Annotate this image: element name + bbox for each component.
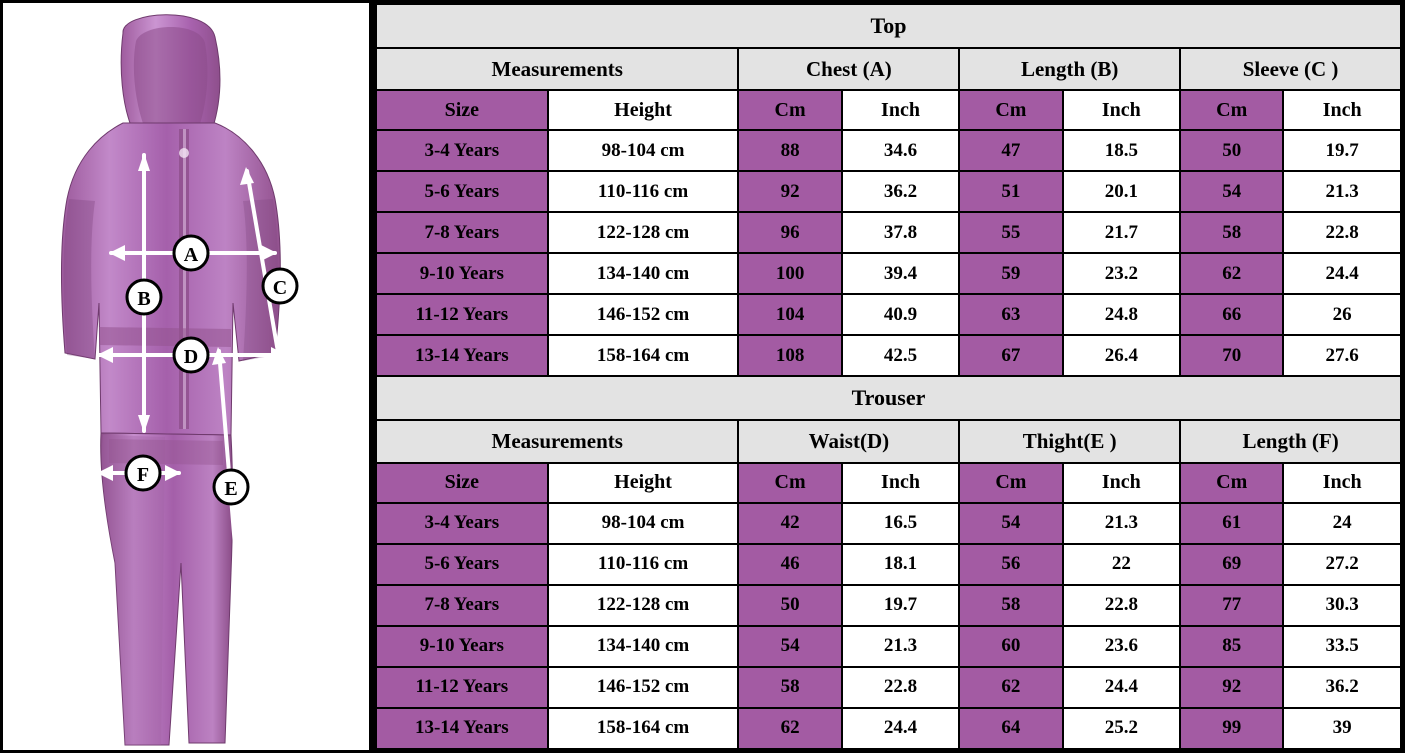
cell-waist-cm: 62 [738,708,841,749]
group-header-thigh: Thight(E ) [959,420,1180,462]
cell-thigh-inch: 21.3 [1063,503,1181,544]
cell-chest-inch: 40.9 [842,294,960,335]
cell-waist-cm: 46 [738,544,841,585]
cell-size: 5-6 Years [376,544,548,585]
group-header-row-trouser [376,420,1401,462]
cell-length-cm: 99 [1180,708,1283,749]
cell-thigh-cm: 64 [959,708,1062,749]
cell-height: 134-140 cm [548,626,739,667]
cell-height: 98-104 cm [548,503,739,544]
cell-length-cm: 61 [1180,503,1283,544]
col-header-length-inch-top: Inch [1063,90,1181,130]
cell-chest-inch: 39.4 [842,253,960,294]
svg-text:F: F [136,464,150,486]
cell-size: 13-14 Years [376,708,548,749]
col-header-waist-cm: Cm [738,463,841,503]
col-header-chest-inch: Inch [842,90,960,130]
col-header-size-top: Size [376,90,548,130]
table-row [376,253,1401,294]
cell-sleeve-cm: 66 [1180,294,1283,335]
group-header-length-top: Length (B) [959,48,1180,90]
cell-chest-cm: 88 [738,130,841,171]
cell-chest-cm: 108 [738,335,841,376]
cell-length-cm: 55 [959,212,1062,253]
cell-chest-cm: 96 [738,212,841,253]
cell-height: 146-152 cm [548,294,739,335]
table-row [376,212,1401,253]
table-row [376,503,1401,544]
cell-waist-inch: 21.3 [842,626,960,667]
svg-text:D: D [183,346,199,368]
col-header-length-cm-top: Cm [959,90,1062,130]
cell-sleeve-cm: 70 [1180,335,1283,376]
cell-size: 13-14 Years [376,335,548,376]
cell-sleeve-cm: 62 [1180,253,1283,294]
cell-chest-inch: 37.8 [842,212,960,253]
cell-length-inch: 27.2 [1283,544,1401,585]
cell-chest-cm: 100 [738,253,841,294]
table-row [376,130,1401,171]
table-row [376,171,1401,212]
cell-waist-inch: 18.1 [842,544,960,585]
cell-height: 110-116 cm [548,544,739,585]
cell-sleeve-cm: 58 [1180,212,1283,253]
col-header-size-trouser: Size [376,463,548,503]
col-header-waist-inch: Inch [842,463,960,503]
group-header-measurements-top: Measurements [376,48,738,90]
cell-chest-inch: 42.5 [842,335,960,376]
cell-size: 3-4 Years [376,130,548,171]
cell-length-cm: 67 [959,335,1062,376]
col-header-sleeve-cm: Cm [1180,90,1283,130]
cell-length-cm: 51 [959,171,1062,212]
group-header-waist: Waist(D) [738,420,959,462]
cell-thigh-inch: 22 [1063,544,1181,585]
col-header-chest-cm: Cm [738,90,841,130]
cell-sleeve-inch: 21.3 [1283,171,1401,212]
cell-length-inch: 20.1 [1063,171,1181,212]
cell-length-inch: 18.5 [1063,130,1181,171]
rainsuit-svg [3,3,369,750]
cell-length-inch: 24 [1283,503,1401,544]
cell-size: 5-6 Years [376,171,548,212]
cell-thigh-inch: 24.4 [1063,667,1181,708]
cell-sleeve-inch: 24.4 [1283,253,1401,294]
cell-waist-inch: 19.7 [842,585,960,626]
cell-height: 158-164 cm [548,335,739,376]
cell-height: 122-128 cm [548,585,739,626]
svg-text:A: A [183,244,199,266]
cell-length-inch: 26.4 [1063,335,1181,376]
cell-thigh-cm: 60 [959,626,1062,667]
section-title-trouser: Trouser [376,376,1401,420]
cell-size: 11-12 Years [376,294,548,335]
cell-length-cm: 63 [959,294,1062,335]
cell-size: 7-8 Years [376,585,548,626]
table-row [376,544,1401,585]
cell-waist-cm: 42 [738,503,841,544]
cell-height: 98-104 cm [548,130,739,171]
group-header-row-top [376,48,1401,90]
cell-sleeve-cm: 54 [1180,171,1283,212]
cell-length-cm: 77 [1180,585,1283,626]
cell-length-inch: 39 [1283,708,1401,749]
cell-waist-inch: 22.8 [842,667,960,708]
cell-length-cm: 59 [959,253,1062,294]
col-header-sleeve-inch: Inch [1283,90,1401,130]
cell-waist-inch: 16.5 [842,503,960,544]
cell-height: 122-128 cm [548,212,739,253]
table-row [376,585,1401,626]
cell-waist-cm: 54 [738,626,841,667]
cell-chest-cm: 92 [738,171,841,212]
cell-length-inch: 21.7 [1063,212,1181,253]
svg-text:B: B [137,288,151,310]
cell-thigh-cm: 58 [959,585,1062,626]
cell-height: 158-164 cm [548,708,739,749]
size-table-panel [372,0,1405,753]
cell-size: 7-8 Years [376,212,548,253]
col-header-thigh-cm: Cm [959,463,1062,503]
size-table [375,3,1402,750]
svg-text:E: E [224,478,238,500]
cell-thigh-cm: 54 [959,503,1062,544]
table-row [376,294,1401,335]
section-title-row-top [376,4,1401,48]
cell-thigh-cm: 56 [959,544,1062,585]
rainsuit-illustration [3,3,369,750]
group-header-length-trouser: Length (F) [1180,420,1401,462]
table-row [376,708,1401,749]
col-header-length-inch-trouser: Inch [1283,463,1401,503]
group-header-sleeve: Sleeve (C ) [1180,48,1401,90]
column-header-row-trouser [376,463,1401,503]
section-title-row-trouser [376,376,1401,420]
cell-length-cm: 85 [1180,626,1283,667]
cell-size: 9-10 Years [376,253,548,294]
cell-size: 11-12 Years [376,667,548,708]
column-header-row-top [376,90,1401,130]
cell-chest-inch: 36.2 [842,171,960,212]
cell-thigh-inch: 22.8 [1063,585,1181,626]
table-row [376,667,1401,708]
cell-length-cm: 92 [1180,667,1283,708]
group-header-chest: Chest (A) [738,48,959,90]
cell-sleeve-inch: 27.6 [1283,335,1401,376]
cell-sleeve-inch: 26 [1283,294,1401,335]
cell-height: 110-116 cm [548,171,739,212]
cell-chest-cm: 104 [738,294,841,335]
cell-size: 3-4 Years [376,503,548,544]
cell-height: 146-152 cm [548,667,739,708]
cell-length-cm: 47 [959,130,1062,171]
cell-thigh-inch: 25.2 [1063,708,1181,749]
svg-text:C: C [272,277,288,299]
cell-waist-cm: 50 [738,585,841,626]
col-header-height-top: Height [548,90,739,130]
group-header-measurements-trouser: Measurements [376,420,738,462]
cell-length-inch: 30.3 [1283,585,1401,626]
cell-waist-cm: 58 [738,667,841,708]
cell-sleeve-inch: 19.7 [1283,130,1401,171]
cell-length-inch: 23.2 [1063,253,1181,294]
cell-waist-inch: 24.4 [842,708,960,749]
cell-size: 9-10 Years [376,626,548,667]
table-row [376,626,1401,667]
cell-length-inch: 24.8 [1063,294,1181,335]
cell-length-inch: 33.5 [1283,626,1401,667]
section-title-top: Top [376,4,1401,48]
col-header-length-cm-trouser: Cm [1180,463,1283,503]
product-image-panel [0,0,372,753]
cell-length-cm: 69 [1180,544,1283,585]
col-header-height-trouser: Height [548,463,739,503]
table-row [376,335,1401,376]
cell-sleeve-cm: 50 [1180,130,1283,171]
cell-thigh-cm: 62 [959,667,1062,708]
cell-sleeve-inch: 22.8 [1283,212,1401,253]
cell-height: 134-140 cm [548,253,739,294]
cell-length-inch: 36.2 [1283,667,1401,708]
cell-chest-inch: 34.6 [842,130,960,171]
cell-thigh-inch: 23.6 [1063,626,1181,667]
col-header-thigh-inch: Inch [1063,463,1181,503]
